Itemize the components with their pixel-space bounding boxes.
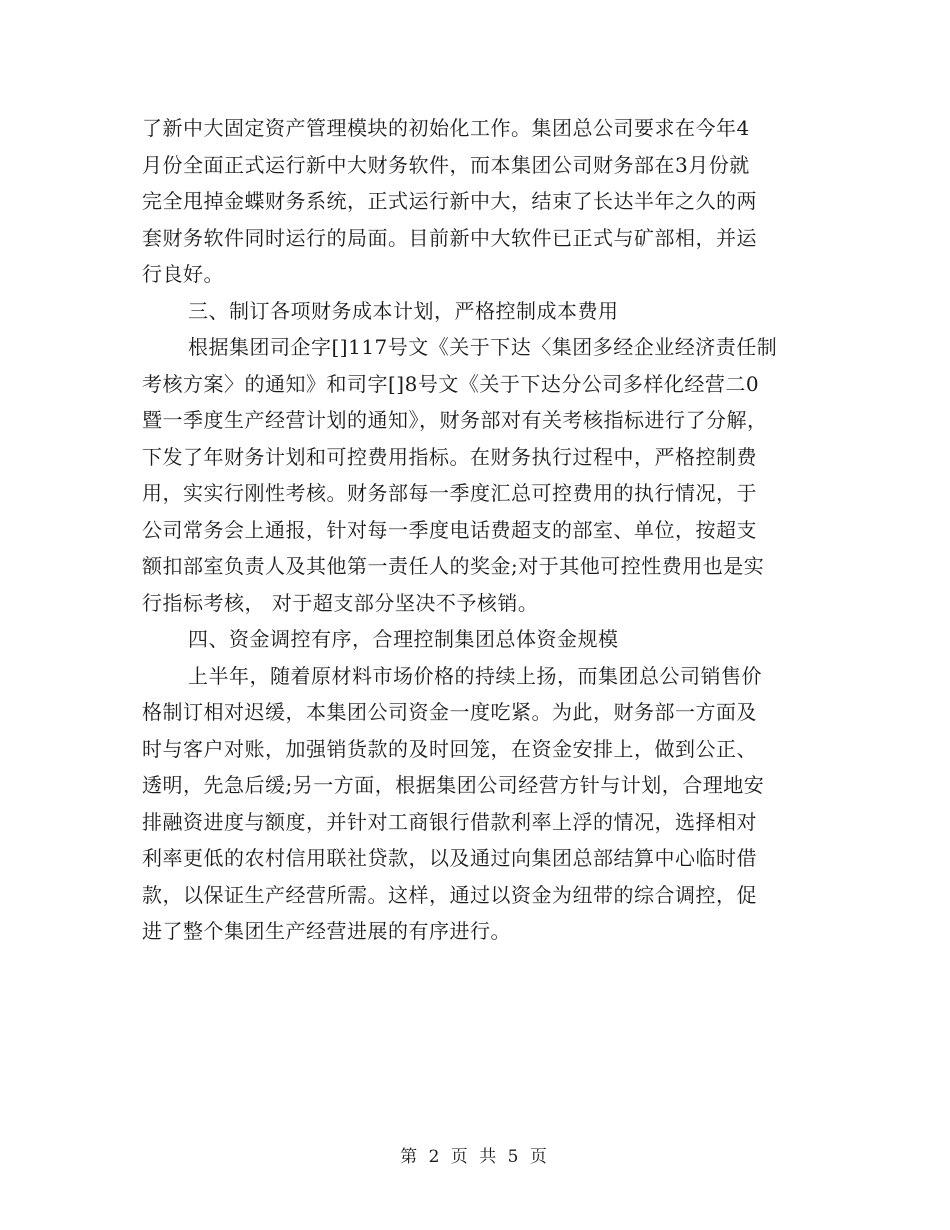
document-body [142, 110, 808, 950]
text-line: 公司常务会上通报，针对每一季度电话费超支的部室、单位，按超支 [142, 517, 757, 542]
text-line: 格制订相对迟缓，本集团公司资金一度吃紧。为此，财务部一方面及 [142, 700, 757, 724]
text-line: 套财务软件同时运行的局面。目前新中大软件已正式与矿部相，并运 [142, 225, 757, 250]
text-line: 排融资进度与额度，并针对工商银行借款利率上浮的情况，选择相对 [142, 809, 757, 834]
text-line: 考核方案〉的通知》和司字[]8号文《关于下达分公司多样化经营二0 [142, 371, 760, 396]
text-line: 进了整个集团生产经营进展的有序进行。 [142, 919, 511, 943]
page-number: 第 2 页 共 5 页 [400, 1147, 550, 1167]
text-line: 月份全面正式运行新中大财务软件，而本集团公司财务部在3月份就 [142, 152, 750, 177]
text-line: 时与客户对账，加强销货款的及时回笼，在资金安排上，做到公正、 [142, 736, 757, 761]
text-line: 了新中大固定资产管理模块的初始化工作。集团总公司要求在今年4 [142, 116, 750, 140]
text-line: 行指标考核， 对于超支部分坚决不予核销。 [142, 590, 539, 615]
text-line: 根据集团司企字[]117号文《关于下达〈集团多经企业经济责任制 [188, 335, 778, 359]
section-heading-4: 四、资金调控有序，合理控制集团总体资金规模 [188, 627, 619, 651]
text-line: 利率更低的农村信用联社贷款，以及通过向集团总部结算中心临时借 [142, 846, 757, 870]
text-line: 额扣部室负责人及其他第一责任人的奖金;对于其他可控性费用也是实 [142, 554, 765, 578]
text-line: 款，以保证生产经营所需。这样，通过以资金为纽带的综合调控，促 [142, 882, 757, 907]
text-line: 完全甩掉金蝶财务系统，正式运行新中大，结束了长达半年之久的两 [142, 189, 757, 213]
text-line: 透明，先急后缓;另一方面，根据集团公司经营方针与计划，合理地安 [142, 773, 765, 797]
text-line: 用，实实行刚性考核。财务部每一季度汇总可控费用的执行情况，于 [142, 481, 757, 505]
text-line: 行良好。 [142, 262, 224, 286]
text-line: 下发了年财务计划和可控费用指标。在财务执行过程中，严格控制费 [142, 444, 757, 469]
text-line: 暨一季度生产经营计划的通知》，财务部对有关考核指标进行了分解， [142, 408, 768, 432]
text-line: 上半年，随着原材料市场价格的持续上扬，而集团总公司销售价 [188, 663, 762, 688]
section-heading-3: 三、制订各项财务成本计划，严格控制成本费用 [188, 298, 619, 323]
